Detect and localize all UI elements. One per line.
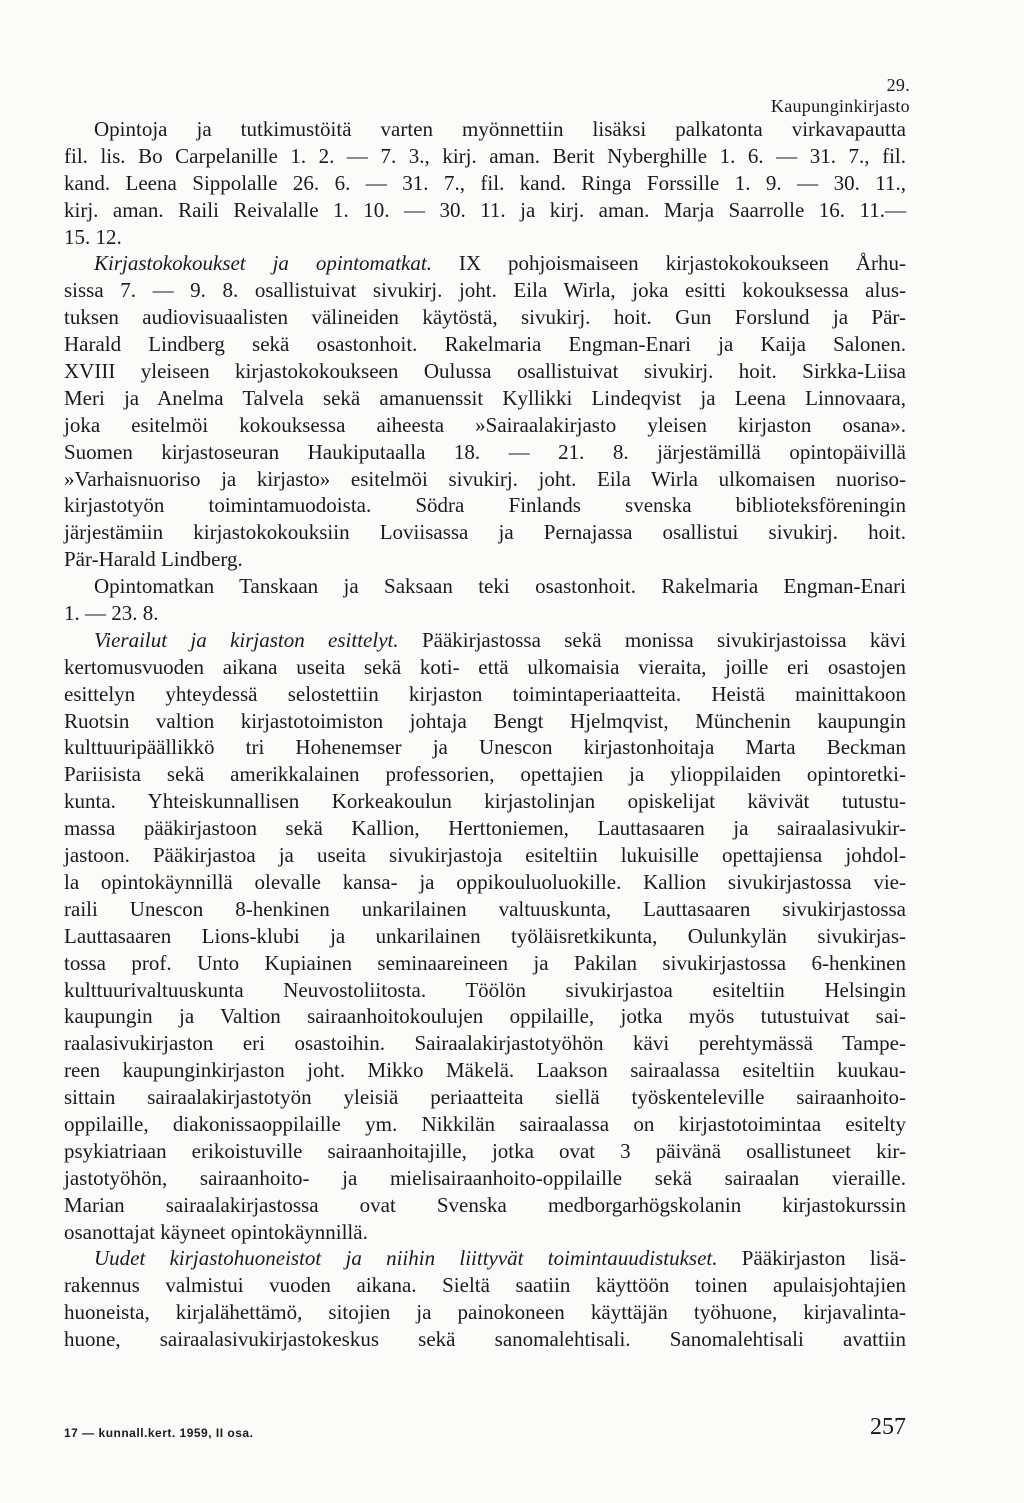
text-line: 15. 12. bbox=[64, 224, 122, 249]
text-line: joka esitelmöi kokouksessa aiheesta »Sairaalakirjasto yleisen kirjaston osana». bbox=[64, 412, 906, 437]
text-line: Lauttasaaren Lions-klubi ja unkarilainen työläisretkikunta, Oulunkylän sivukirjas- bbox=[64, 923, 906, 948]
text-line: osanottajat käyneet opintokäynnillä. bbox=[64, 1219, 368, 1244]
text-line: Meri ja Anelma Talvela sekä amanuenssit Kyllikki Lindeqvist ja Leena Linnovaara, bbox=[64, 385, 906, 410]
paragraph-study-trip bbox=[64, 573, 906, 627]
text-line: massa pääkirjastoon sekä Kallion, Herttoniemen, Lauttasaaren ja sairaalasivukir- bbox=[64, 816, 906, 841]
text-line: oppilaille, diakonissaoppilaille ym. Nikkilän sairaalassa on kirjastotoimintaa esitelty bbox=[64, 1111, 906, 1136]
text-line bbox=[64, 627, 906, 654]
text-run: IX pohjoismaiseen kirjastokokoukseen Århu- bbox=[431, 251, 906, 276]
text-line: Opintoja ja tutkimustöitä varten myönnettiin lisäksi palkatonta virkavapautta bbox=[94, 117, 906, 141]
text-line: tossa prof. Unto Kupiainen seminaareineen ja Pakilan sivukirjastossa 6-henkinen bbox=[64, 950, 906, 975]
text-line: jastotyöhön, sairaanhoito- ja mielisairaanhoito-oppilaille sekä sairaalan vieraille. bbox=[64, 1165, 906, 1190]
text-line: XVIII yleiseen kirjastokokoukseen Oulussa osallistuivat sivukirj. hoit. Sirkka-Liisa bbox=[64, 359, 906, 384]
text-line: raalasivukirjaston eri osastoihin. Sairaalakirjastotyöhön kävi perehtymässä Tampe- bbox=[64, 1031, 906, 1056]
text-line bbox=[64, 250, 906, 277]
text-line: Pär-Harald Lindberg. bbox=[64, 547, 243, 572]
text-line: kirj. aman. Raili Reivalalle 1. 10. — 30. 11. ja kirj. aman. Marja Saarrolle 16. 11.— bbox=[64, 197, 906, 222]
text-line: kaupungin ja Valtion sairaanhoitokoulujen oppilaille, jotka myös tutustuivat sai- bbox=[64, 1004, 906, 1029]
text-line: Suomen kirjastoseuran Haukiputaalla 18. — 21. 8. järjestämillä opintopäivillä bbox=[64, 439, 906, 464]
text-line: kand. Leena Sippolalle 26. 6. — 31. 7., fil. kand. Ringa Forssille 1. 9. — 30. 11., bbox=[64, 170, 906, 195]
paragraph-conferences bbox=[64, 250, 906, 573]
page-number: 257 bbox=[870, 1414, 906, 1440]
text-line: Marian sairaalakirjastossa ovat Svenska medborgarhögskolanin kirjastokurssin bbox=[64, 1192, 906, 1217]
section-heading: Uudet kirjastohuoneistot ja niihin liittyvät toimintauudistukset. bbox=[94, 1246, 718, 1271]
text-line: Pariisista sekä amerikkalainen professorien, opettajien ja ylioppilaiden opintoretki- bbox=[64, 762, 906, 787]
text-line: esittelyn yhteydessä selostettiin kirjaston toimintaperiaatteita. Heistä mainittakoon bbox=[64, 681, 906, 706]
section-heading: Kirjastokokoukset ja opintomatkat. bbox=[94, 251, 432, 276]
text-line: Opintomatkan Tanskaan ja Saksaan teki osastonhoit. Rakelmaria Engman-Enari bbox=[94, 574, 906, 599]
text-line: Harald Lindberg sekä osastonhoit. Rakelmaria Engman-Enari ja Kaija Salonen. bbox=[64, 332, 906, 357]
text-line: järjestämiin kirjastokokouksiin Loviisassa ja Pernajassa osallistui sivukirj. hoit. bbox=[64, 520, 906, 545]
section-heading: Vierailut ja kirjaston esittelyt. bbox=[94, 627, 399, 652]
text-line: tuksen audiovisuaalisten välineiden käytöstä, sivukirj. hoit. Gun Forslund ja Pär- bbox=[64, 305, 906, 330]
running-header: 29. Kaupunginkirjasto bbox=[770, 75, 910, 116]
text-run: Pääkirjaston lisä- bbox=[717, 1246, 906, 1271]
text-line bbox=[64, 1245, 906, 1272]
text-line: sittain sairaalakirjastotyön yleisiä periaatteita siellä työskenteleville sairaanhoito- bbox=[64, 1085, 906, 1110]
footer-signature: 17 — kunnall.kert. 1959, II osa. bbox=[64, 1426, 254, 1440]
text-line: raili Unescon 8-henkinen unkarilainen valtuuskunta, Lauttasaaren sivukirjastossa bbox=[64, 896, 906, 921]
text-line: la opintokäynnillä olevalle kansa- ja oppikouluoluokille. Kallion sivukirjastossa vie- bbox=[64, 869, 906, 894]
text-line: sissa 7. — 9. 8. osallistuivat sivukirj. joht. Eila Wirla, joka esitti kokouksessa alus- bbox=[64, 278, 906, 303]
text-line: jastoon. Pääkirjastoa ja useita sivukirjastoja esiteltiin lukuisille opettajiensa johdol- bbox=[64, 843, 906, 868]
text-line: kertomusvuoden aikana useita sekä koti- että ulkomaisia vieraita, joille eri osastojen bbox=[64, 654, 906, 679]
text-line: »Varhaisnuoriso ja kirjasto» esitelmöi sivukirj. joht. Eila Wirla ulkomaisen nuoriso- bbox=[64, 466, 906, 491]
paragraph-leave-of-absence bbox=[64, 116, 906, 250]
paragraph-visits bbox=[64, 627, 906, 1245]
text-line: huone, sairaalasivukirjastokeskus sekä sanomalehtisali. Sanomalehtisali avattiin bbox=[64, 1327, 906, 1352]
text-line: kunta. Yhteiskunnallisen Korkeakoulun kirjastolinjan opiskelijat kävivät tutustu- bbox=[64, 789, 906, 814]
text-line: kirjastotyön toimintamuodoista. Södra Finlands svenska biblioteksföreningin bbox=[64, 493, 906, 518]
text-line: Ruotsin valtion kirjastotoimiston johtaja Bengt Hjelmqvist, Münchenin kaupungin bbox=[64, 708, 906, 733]
text-line: 1. — 23. 8. bbox=[64, 601, 159, 626]
text-line: reen kaupunginkirjaston joht. Mikko Mäkelä. Laakson sairaalassa esiteltiin kuukau- bbox=[64, 1058, 906, 1083]
text-run: Pääkirjastossa sekä monissa sivukirjastoissa kävi bbox=[398, 627, 906, 652]
text-line: kulttuuripäällikkö tri Hohenemser ja Unescon kirjastonhoitaja Marta Beckman bbox=[64, 735, 906, 760]
body-text bbox=[64, 116, 906, 1353]
text-line: rakennus valmistui vuoden aikana. Sieltä saatiin käyttöön toinen apulaisjohtajien bbox=[64, 1273, 906, 1298]
text-line: psykiatriaan erikoistuville sairaanhoitajille, jotka ovat 3 päivänä osallistuneet kir- bbox=[64, 1138, 906, 1163]
text-line: kulttuurivaltuuskunta Neuvostoliitosta. Töölön sivukirjastoa esiteltiin Helsingin bbox=[64, 977, 906, 1002]
text-line: fil. lis. Bo Carpelanille 1. 2. — 7. 3., kirj. aman. Berit Nyberghille 1. 6. — 31. 7., fil. bbox=[64, 143, 906, 168]
paragraph-new-premises bbox=[64, 1245, 906, 1353]
text-line: huoneista, kirjalähettämö, sitojien ja painokoneen käyttäjän työhuone, kirjavalinta- bbox=[64, 1300, 906, 1325]
